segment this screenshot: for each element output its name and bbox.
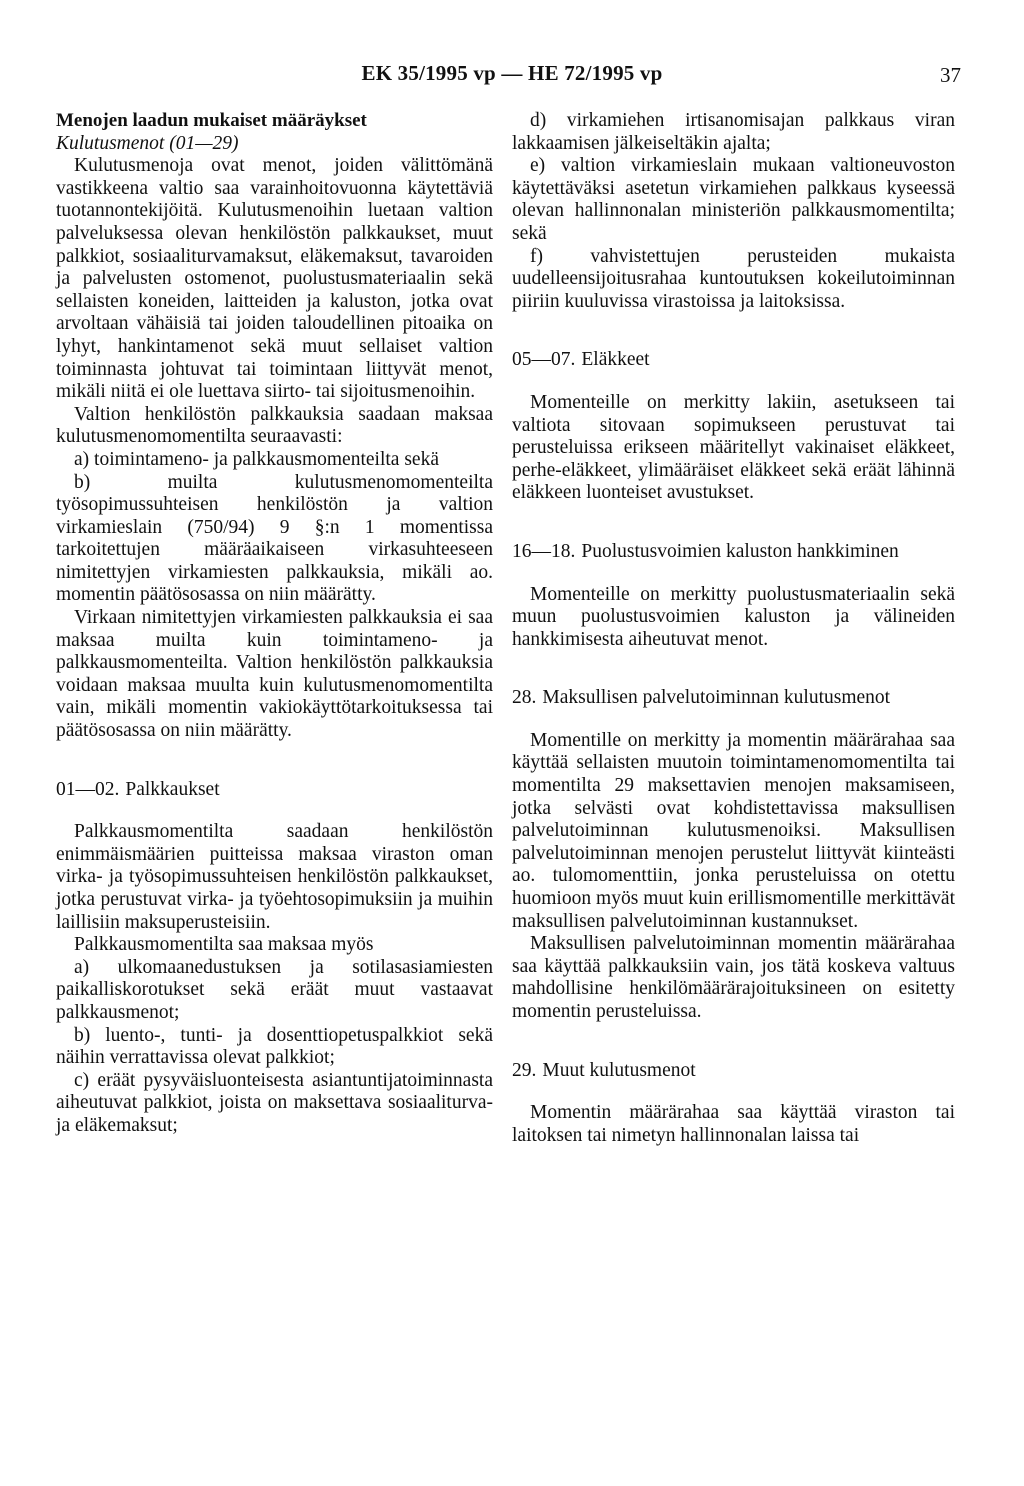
paragraph: Kulutusmenoja ovat menot, joiden välittömänä vastikkeena valtio saa varainhoitovuonna käytettäviä tuotannontekijöitä. Kulutusmenoihin luetaan valtion palveluksessa olevan henkilöstön palkkaukset, muut palkkiot, sosiaaliturvamaksut, eläkemaksut, tavaroiden ja palvelusten ostomenot, puolustusmateriaalin sekä sellaisten koneiden, laitteiden ja kaluston, jotka ovat arvoltaan vähäisiä tai joiden taloudellinen pitoaika on lyhyt, hankintamenot sekä muut sellaiset valtion toiminnasta johtuvat tai toimintaan liittyvät menot, mikäli niitä ei ole luettava siirto- tai sijoitusmenoihin. (56, 155, 493, 403)
section-heading-1618 (512, 541, 955, 564)
list-item: b) luento-, tunti- ja dosenttiopetuspalkkiot sekä näihin verrattavissa olevat palkkiot; (56, 1024, 493, 1069)
page-header (0, 62, 1024, 92)
list-item: f) vahvistettujen perusteiden mukaista uudelleensijoitusrahaa kuntoutuksen kokeilutoiminnan piiriin kuuluvissa virastoissa ja laitoksissa. (512, 245, 955, 312)
right-column (512, 110, 955, 1147)
section-title: Maksullisen palvelutoiminnan kulutusmenot (542, 687, 891, 709)
paragraph: Maksullisen palvelutoiminnan momentin määrärahaa saa käyttää palkkauksiin vain, jos tätä koskeva valtuus mahdollisine henkilömäärärajoituksineen on esitetty momentin perusteluissa. (512, 933, 955, 1022)
section-number: 05—07. (512, 349, 576, 371)
document-reference: EK 35/1995 vp — HE 72/1995 vp (361, 61, 663, 85)
paragraph: Virkaan nimitettyjen virkamiesten palkkauksia ei saa maksaa muilta kuin toimintameno- ja palkkausmomenteilta. Valtion henkilöstön palkkauksia voidaan maksaa muulta kuin kulutusmenomomentilta vain, mikäli momentin vakiokäyttötarkoituksessa tai päätösosassa on niin määrätty. (56, 607, 493, 742)
section-title: Muut kulutusmenot (542, 1059, 696, 1081)
list-item: c) eräät pysyväisluonteisesta asiantuntijatoiminnasta aiheutuvat palkkiot, joista on maksettava sosiaaliturva- ja eläkemaksut; (56, 1069, 493, 1136)
list-item: a) ulkomaanedustuksen ja sotilasasiamiesten paikalliskorotukset sekä eräät muut vastaavat palkkausmenot; (56, 956, 493, 1023)
list-item: a) toimintameno- ja palkkausmomenteilta sekä (74, 448, 439, 470)
paragraph: Momenteille on merkitty puolustusmateriaalin sekä muun puolustusvoimien kaluston ja välineiden hankkimisesta aiheutuvat menot. (512, 583, 955, 650)
section-title: Eläkkeet (581, 349, 650, 371)
paragraph: Valtion henkilöstön palkkauksia saadaan maksaa kulutusmenomomentilta seuraavasti: (56, 403, 493, 448)
section-number: 29. (512, 1059, 537, 1081)
section-title: Puolustusvoimien kaluston hankkiminen (581, 540, 899, 562)
section-heading: Menojen laadun mukaiset määräykset (56, 110, 367, 131)
paragraph: Palkkausmomentilta saa maksaa myös (74, 934, 374, 956)
section-number: 01—02. (56, 778, 120, 800)
list-item: b) muilta kulutusmenomomenteilta työsopimussuhteisen henkilöstön ja valtion virkamieslain (750/94) 9 §:n 1 momentissa tarkoitettujen määräaikaiseen virkasuhteeseen nimitettyjen virkamiesten palkkauksia, mikäli ao. momentin päätösosassa on niin määrätty. (56, 471, 493, 606)
paragraph: Momenteille on merkitty lakiin, asetukseen tai valtiota sitovaan sopimukseen perustuvat tai perusteluissa erikseen määritellyt vakinaiset eläkkeet, perhe-eläkkeet, ylimääräiset eläkkeet sekä eräät lähinnä eläkkeen luonteiset avustukset. (512, 391, 955, 504)
paragraph: Momentille on merkitty ja momentin määrärahaa saa käyttää sellaisten muutoin toimintamenomomentilta tai momentilta 29 maksettavien menojen maksamiseen, jotka selvästi ovat kohdistettavissa maksullisen palvelutoiminnan kulutusmenoiksi. Maksullisen palvelutoiminnan menojen perustelut liittyvät kiinteästi ao. tulomomenttiin, jonka perusteluissa on otettu huomioon myös muut kuin erillismomentille merkittävät maksullisen palvelutoiminnan kustannukset. (512, 729, 955, 932)
section-number: 28. (512, 687, 537, 709)
paragraph: Momentin määrärahaa saa käyttää viraston tai laitoksen tai nimetyn hallinnonalan laissa tai (512, 1102, 955, 1146)
list-item: e) valtion virkamieslain mukaan valtioneuvoston käytettäväksi asetetun virkamiehen palkkaus kyseessä olevan hallinnonalan ministeriön palkkausmomentilta; sekä (512, 155, 955, 244)
section-heading-0507 (512, 349, 955, 372)
list-item: d) virkamiehen irtisanomisajan palkkaus viran lakkaamisen jälkeiseltäkin ajalta; (512, 110, 955, 154)
section-heading-0102 (56, 779, 493, 802)
subheading-kulutusmenot: Kulutusmenot (01—29) (56, 132, 239, 154)
paragraph: Palkkausmomentilta saadaan henkilöstön enimmäismäärien puitteissa maksaa viraston oman virka- ja työsopimussuhteisen henkilöstön palkkaukset, jotka perustuvat virka- ja työehtosopimuksiin ja muihin laillisiin maksuperusteisiin. (56, 821, 493, 933)
page-number: 37 (940, 63, 961, 87)
section-heading-29 (512, 1060, 955, 1083)
left-column (56, 110, 493, 1138)
section-title: Palkkaukset (125, 778, 220, 800)
section-number: 16—18. (512, 540, 576, 562)
section-heading-28 (512, 687, 955, 710)
